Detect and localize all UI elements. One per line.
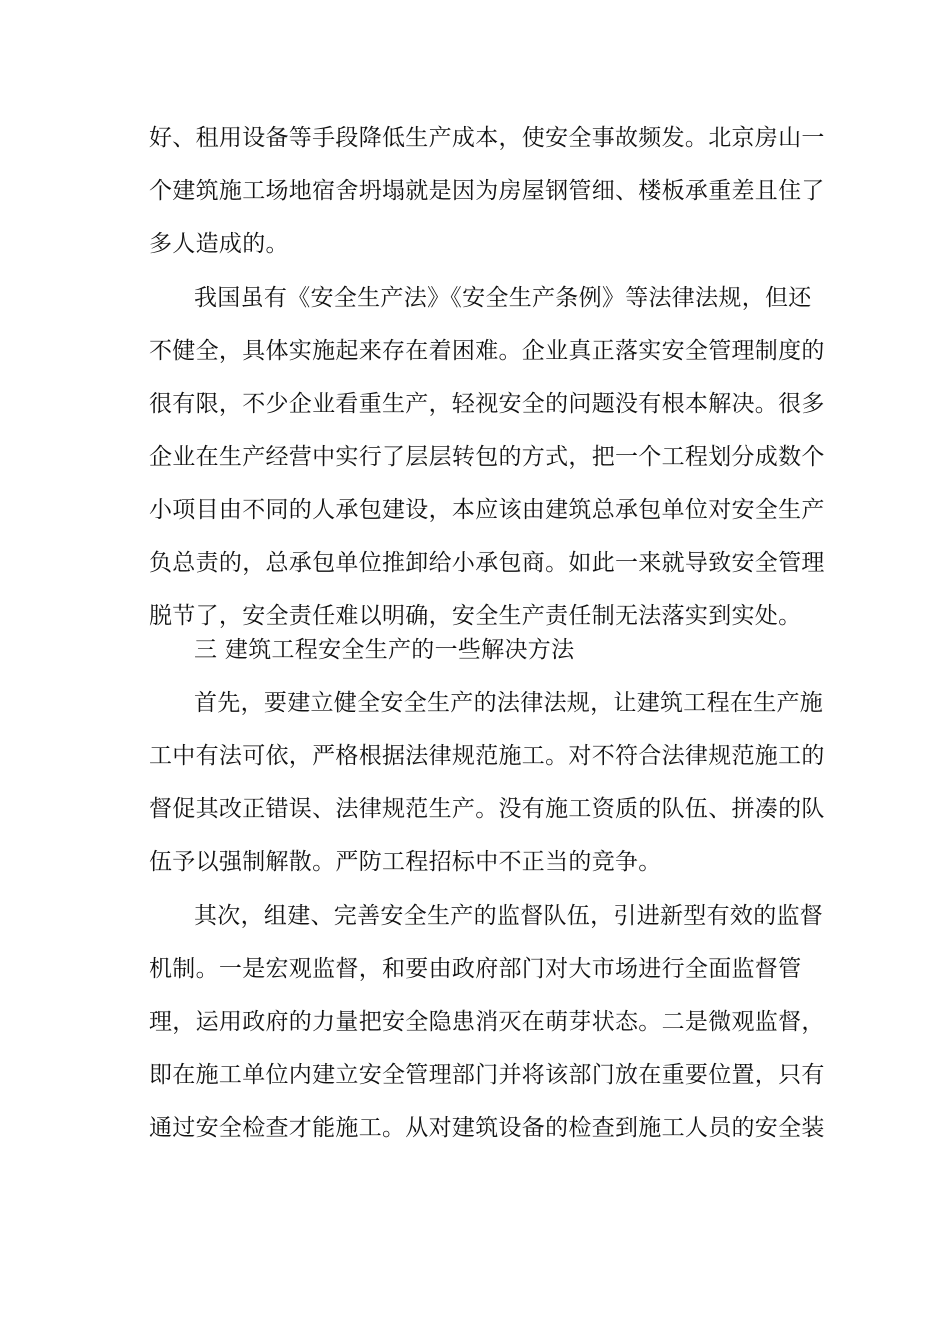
paragraph-first-line: 首先，要建立健全安全生产的法律法规，让建筑工程在生产施	[194, 690, 824, 716]
paragraph-first-line: 我国虽有《安全生产法》《安全生产条例》等法律法规，但还	[194, 285, 812, 311]
text-line: 伍予以强制解散。严防工程招标中不正当的竞争。	[149, 849, 662, 875]
text-line: 小项目由不同的人承包建设，本应该由建筑总承包单位对安全生产	[149, 497, 825, 523]
text-line: 督促其改正错误、法律规范生产。没有施工资质的队伍、拼凑的队	[149, 796, 825, 822]
text-line: 负总责的，总承包单位推卸给小承包商。如此一来就导致安全管理	[149, 550, 825, 576]
text-line: 好、租用设备等手段降低生产成本，使安全事故频发。北京房山一	[149, 125, 825, 151]
text-line: 通过安全检查才能施工。从对建筑设备的检查到施工人员的安全装	[149, 1115, 825, 1141]
text-line: 理，运用政府的力量把安全隐患消灭在萌芽状态。二是微观监督，	[149, 1009, 825, 1035]
text-line: 个建筑施工场地宿舍坍塌就是因为房屋钢管细、楼板承重差且住了	[149, 178, 825, 204]
text-line: 不健全，具体实施起来存在着困难。企业真正落实安全管理制度的	[149, 338, 825, 364]
text-line: 多人造成的。	[149, 231, 289, 257]
text-line: 工中有法可依，严格根据法律规范施工。对不符合法律规范施工的	[149, 743, 825, 769]
text-line: 很有限，不少企业看重生产，轻视安全的问题没有根本解决。很多	[149, 391, 825, 417]
text-line: 即在施工单位内建立安全管理部门并将该部门放在重要位置，只有	[149, 1062, 825, 1088]
text-line: 脱节了，安全责任难以明确，安全生产责任制无法落实到实处。	[149, 603, 802, 629]
text-line: 企业在生产经营中实行了层层转包的方式，把一个工程划分成数个	[149, 444, 825, 470]
paragraph-first-line: 其次，组建、完善安全生产的监督队伍，引进新型有效的监督	[194, 903, 824, 929]
text-line: 机制。一是宏观监督，和要由政府部门对大市场进行全面监督管	[149, 956, 802, 982]
section-heading: 三 建筑工程安全生产的一些解决方法	[194, 637, 575, 663]
